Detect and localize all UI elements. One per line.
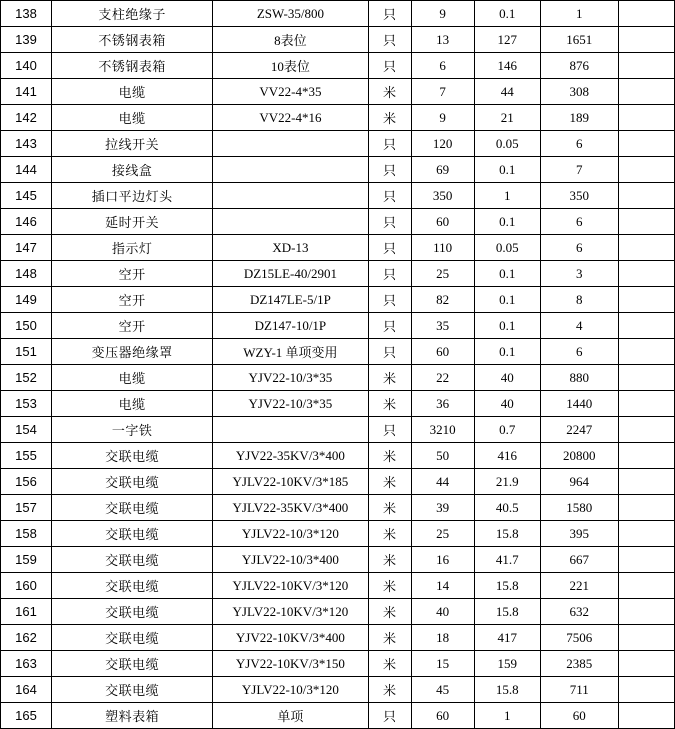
- table-row: [1, 495, 675, 521]
- cell-qty: 18: [411, 625, 474, 651]
- table-row: [1, 261, 675, 287]
- cell-price: 416: [474, 443, 540, 469]
- table-row: [1, 287, 675, 313]
- cell-index: 139: [1, 27, 52, 53]
- cell-price: 0.7: [474, 417, 540, 443]
- cell-index: 152: [1, 365, 52, 391]
- cell-index: 157: [1, 495, 52, 521]
- cell-price: 40.5: [474, 495, 540, 521]
- cell-name: 交联电缆: [52, 547, 213, 573]
- cell-tail: [618, 131, 674, 157]
- cell-name: 不锈钢表箱: [52, 53, 213, 79]
- cell-tail: [618, 261, 674, 287]
- cell-price: 0.1: [474, 261, 540, 287]
- cell-total: 667: [540, 547, 618, 573]
- cell-tail: [618, 521, 674, 547]
- cell-name: 交联电缆: [52, 625, 213, 651]
- cell-name: 插口平边灯头: [52, 183, 213, 209]
- cell-name: 不锈钢表箱: [52, 27, 213, 53]
- cell-total: 60: [540, 703, 618, 729]
- cell-tail: [618, 573, 674, 599]
- cell-total: 1440: [540, 391, 618, 417]
- cell-index: 138: [1, 1, 52, 27]
- cell-tail: [618, 547, 674, 573]
- cell-spec: YJLV22-10/3*400: [213, 547, 368, 573]
- cell-unit: 只: [368, 1, 411, 27]
- cell-tail: [618, 703, 674, 729]
- cell-price: 21: [474, 105, 540, 131]
- cell-index: 148: [1, 261, 52, 287]
- table-row: [1, 235, 675, 261]
- cell-total: 1651: [540, 27, 618, 53]
- cell-price: 44: [474, 79, 540, 105]
- cell-price: 1: [474, 183, 540, 209]
- cell-total: 6: [540, 209, 618, 235]
- cell-index: 158: [1, 521, 52, 547]
- cell-total: 7506: [540, 625, 618, 651]
- cell-unit: 只: [368, 417, 411, 443]
- cell-unit: 米: [368, 521, 411, 547]
- cell-spec: 单项: [213, 703, 368, 729]
- table-row: [1, 651, 675, 677]
- cell-total: 1580: [540, 495, 618, 521]
- table-row: [1, 183, 675, 209]
- cell-unit: 只: [368, 209, 411, 235]
- cell-total: 7: [540, 157, 618, 183]
- cell-index: 143: [1, 131, 52, 157]
- table-row: [1, 1, 675, 27]
- cell-index: 154: [1, 417, 52, 443]
- cell-spec: YJLV22-10KV/3*120: [213, 573, 368, 599]
- table-row: [1, 53, 675, 79]
- cell-name: 交联电缆: [52, 573, 213, 599]
- cell-price: 0.1: [474, 157, 540, 183]
- cell-index: 155: [1, 443, 52, 469]
- cell-total: 221: [540, 573, 618, 599]
- cell-price: 15.8: [474, 677, 540, 703]
- cell-price: 41.7: [474, 547, 540, 573]
- cell-name: 交联电缆: [52, 599, 213, 625]
- cell-spec: [213, 209, 368, 235]
- cell-total: 6: [540, 235, 618, 261]
- table-row: [1, 573, 675, 599]
- cell-spec: 8表位: [213, 27, 368, 53]
- cell-index: 165: [1, 703, 52, 729]
- cell-index: 140: [1, 53, 52, 79]
- cell-total: 350: [540, 183, 618, 209]
- table-row: [1, 521, 675, 547]
- cell-price: 21.9: [474, 469, 540, 495]
- cell-price: 0.1: [474, 1, 540, 27]
- cell-spec: VV22-4*16: [213, 105, 368, 131]
- cell-unit: 只: [368, 313, 411, 339]
- cell-qty: 82: [411, 287, 474, 313]
- cell-index: 153: [1, 391, 52, 417]
- table-row: [1, 79, 675, 105]
- cell-tail: [618, 495, 674, 521]
- cell-name: 电缆: [52, 105, 213, 131]
- table-row: [1, 469, 675, 495]
- cell-spec: YJLV22-35KV/3*400: [213, 495, 368, 521]
- table-body: [1, 1, 675, 729]
- cell-tail: [618, 235, 674, 261]
- cell-total: 4: [540, 313, 618, 339]
- cell-qty: 15: [411, 651, 474, 677]
- cell-spec: YJV22-10KV/3*400: [213, 625, 368, 651]
- cell-name: 交联电缆: [52, 651, 213, 677]
- cell-name: 空开: [52, 313, 213, 339]
- cell-qty: 69: [411, 157, 474, 183]
- cell-index: 161: [1, 599, 52, 625]
- cell-qty: 9: [411, 1, 474, 27]
- cell-tail: [618, 183, 674, 209]
- cell-name: 支柱绝缘子: [52, 1, 213, 27]
- cell-spec: YJLV22-10KV/3*120: [213, 599, 368, 625]
- cell-total: 20800: [540, 443, 618, 469]
- cell-qty: 16: [411, 547, 474, 573]
- table-row: [1, 391, 675, 417]
- cell-qty: 6: [411, 53, 474, 79]
- cell-spec: ZSW-35/800: [213, 1, 368, 27]
- cell-tail: [618, 287, 674, 313]
- cell-unit: 米: [368, 599, 411, 625]
- cell-qty: 50: [411, 443, 474, 469]
- cell-unit: 只: [368, 53, 411, 79]
- cell-total: 8: [540, 287, 618, 313]
- cell-total: 632: [540, 599, 618, 625]
- cell-qty: 60: [411, 703, 474, 729]
- cell-tail: [618, 625, 674, 651]
- cell-price: 15.8: [474, 521, 540, 547]
- cell-name: 电缆: [52, 391, 213, 417]
- cell-unit: 米: [368, 677, 411, 703]
- table-row: [1, 209, 675, 235]
- cell-index: 163: [1, 651, 52, 677]
- cell-unit: 米: [368, 443, 411, 469]
- cell-name: 交联电缆: [52, 677, 213, 703]
- cell-qty: 45: [411, 677, 474, 703]
- cell-spec: DZ147LE-5/1P: [213, 287, 368, 313]
- cell-price: 15.8: [474, 573, 540, 599]
- cell-qty: 25: [411, 261, 474, 287]
- cell-name: 接线盒: [52, 157, 213, 183]
- table-row: [1, 703, 675, 729]
- cell-total: 964: [540, 469, 618, 495]
- table-row: [1, 417, 675, 443]
- table-row: [1, 547, 675, 573]
- cell-total: 6: [540, 131, 618, 157]
- cell-price: 40: [474, 365, 540, 391]
- cell-spec: 10表位: [213, 53, 368, 79]
- cell-index: 142: [1, 105, 52, 131]
- cell-tail: [618, 79, 674, 105]
- cell-index: 162: [1, 625, 52, 651]
- cell-unit: 米: [368, 573, 411, 599]
- cell-qty: 60: [411, 209, 474, 235]
- cell-index: 149: [1, 287, 52, 313]
- cell-qty: 60: [411, 339, 474, 365]
- cell-name: 空开: [52, 261, 213, 287]
- table-row: [1, 105, 675, 131]
- cell-index: 144: [1, 157, 52, 183]
- cell-unit: 米: [368, 625, 411, 651]
- cell-tail: [618, 339, 674, 365]
- cell-spec: YJLV22-10KV/3*185: [213, 469, 368, 495]
- cell-index: 146: [1, 209, 52, 235]
- cell-unit: 米: [368, 365, 411, 391]
- cell-price: 0.1: [474, 287, 540, 313]
- cell-tail: [618, 313, 674, 339]
- cell-qty: 40: [411, 599, 474, 625]
- cell-price: 0.1: [474, 313, 540, 339]
- cell-name: 交联电缆: [52, 469, 213, 495]
- table-row: [1, 677, 675, 703]
- cell-tail: [618, 365, 674, 391]
- cell-index: 159: [1, 547, 52, 573]
- cell-name: 变压器绝缘罩: [52, 339, 213, 365]
- cell-total: 880: [540, 365, 618, 391]
- cell-unit: 米: [368, 469, 411, 495]
- cell-name: 交联电缆: [52, 495, 213, 521]
- cell-unit: 米: [368, 79, 411, 105]
- cell-index: 164: [1, 677, 52, 703]
- cell-price: 146: [474, 53, 540, 79]
- cell-name: 拉线开关: [52, 131, 213, 157]
- cell-tail: [618, 651, 674, 677]
- cell-price: 159: [474, 651, 540, 677]
- cell-spec: YJV22-10/3*35: [213, 365, 368, 391]
- cell-qty: 14: [411, 573, 474, 599]
- cell-unit: 米: [368, 105, 411, 131]
- cell-unit: 只: [368, 131, 411, 157]
- cell-unit: 只: [368, 339, 411, 365]
- cell-spec: DZ15LE-40/2901: [213, 261, 368, 287]
- cell-price: 127: [474, 27, 540, 53]
- cell-price: 417: [474, 625, 540, 651]
- cell-spec: YJLV22-10/3*120: [213, 677, 368, 703]
- cell-tail: [618, 105, 674, 131]
- cell-index: 156: [1, 469, 52, 495]
- cell-qty: 25: [411, 521, 474, 547]
- cell-unit: 米: [368, 547, 411, 573]
- cell-qty: 22: [411, 365, 474, 391]
- cell-price: 15.8: [474, 599, 540, 625]
- cell-total: 308: [540, 79, 618, 105]
- cell-name: 一字铁: [52, 417, 213, 443]
- cell-unit: 米: [368, 495, 411, 521]
- cell-name: 交联电缆: [52, 521, 213, 547]
- cell-price: 0.05: [474, 131, 540, 157]
- cell-price: 0.05: [474, 235, 540, 261]
- cell-name: 延时开关: [52, 209, 213, 235]
- cell-total: 1: [540, 1, 618, 27]
- cell-unit: 米: [368, 391, 411, 417]
- cell-tail: [618, 469, 674, 495]
- cell-spec: [213, 417, 368, 443]
- table-row: [1, 339, 675, 365]
- cell-total: 189: [540, 105, 618, 131]
- cell-total: 3: [540, 261, 618, 287]
- cell-total: 876: [540, 53, 618, 79]
- cell-price: 0.1: [474, 339, 540, 365]
- table-row: [1, 365, 675, 391]
- cell-spec: WZY-1 单项变用: [213, 339, 368, 365]
- cell-spec: [213, 157, 368, 183]
- cell-name: 电缆: [52, 365, 213, 391]
- cell-qty: 3210: [411, 417, 474, 443]
- table-row: [1, 443, 675, 469]
- cell-qty: 39: [411, 495, 474, 521]
- cell-unit: 只: [368, 703, 411, 729]
- cell-tail: [618, 157, 674, 183]
- cell-qty: 120: [411, 131, 474, 157]
- cell-unit: 只: [368, 157, 411, 183]
- cell-price: 1: [474, 703, 540, 729]
- cell-index: 145: [1, 183, 52, 209]
- cell-name: 空开: [52, 287, 213, 313]
- cell-qty: 36: [411, 391, 474, 417]
- cell-spec: YJLV22-10/3*120: [213, 521, 368, 547]
- cell-spec: YJV22-10KV/3*150: [213, 651, 368, 677]
- cell-spec: DZ147-10/1P: [213, 313, 368, 339]
- cell-total: 2247: [540, 417, 618, 443]
- cell-name: 交联电缆: [52, 443, 213, 469]
- cell-price: 0.1: [474, 209, 540, 235]
- cell-index: 160: [1, 573, 52, 599]
- table-row: [1, 27, 675, 53]
- cell-unit: 只: [368, 287, 411, 313]
- cell-total: 395: [540, 521, 618, 547]
- cell-unit: 只: [368, 27, 411, 53]
- cell-qty: 110: [411, 235, 474, 261]
- cell-name: 指示灯: [52, 235, 213, 261]
- cell-spec: [213, 183, 368, 209]
- cell-qty: 350: [411, 183, 474, 209]
- cell-tail: [618, 53, 674, 79]
- cell-spec: XD-13: [213, 235, 368, 261]
- cell-index: 151: [1, 339, 52, 365]
- table-row: [1, 313, 675, 339]
- cell-tail: [618, 1, 674, 27]
- cell-total: 2385: [540, 651, 618, 677]
- cell-spec: YJV22-10/3*35: [213, 391, 368, 417]
- cell-tail: [618, 209, 674, 235]
- cell-tail: [618, 391, 674, 417]
- cell-name: 塑料表箱: [52, 703, 213, 729]
- cell-spec: YJV22-35KV/3*400: [213, 443, 368, 469]
- cell-qty: 13: [411, 27, 474, 53]
- table-row: [1, 157, 675, 183]
- cell-name: 电缆: [52, 79, 213, 105]
- cell-spec: [213, 131, 368, 157]
- table-row: [1, 625, 675, 651]
- cell-tail: [618, 443, 674, 469]
- cell-index: 147: [1, 235, 52, 261]
- cell-qty: 44: [411, 469, 474, 495]
- cell-qty: 7: [411, 79, 474, 105]
- cell-qty: 9: [411, 105, 474, 131]
- cell-qty: 35: [411, 313, 474, 339]
- cell-tail: [618, 417, 674, 443]
- cell-index: 150: [1, 313, 52, 339]
- cell-unit: 米: [368, 651, 411, 677]
- cell-tail: [618, 27, 674, 53]
- cell-unit: 只: [368, 261, 411, 287]
- cell-total: 6: [540, 339, 618, 365]
- cell-unit: 只: [368, 235, 411, 261]
- cell-total: 711: [540, 677, 618, 703]
- table-row: [1, 131, 675, 157]
- cell-tail: [618, 677, 674, 703]
- cell-price: 40: [474, 391, 540, 417]
- cell-index: 141: [1, 79, 52, 105]
- cell-unit: 只: [368, 183, 411, 209]
- cell-spec: VV22-4*35: [213, 79, 368, 105]
